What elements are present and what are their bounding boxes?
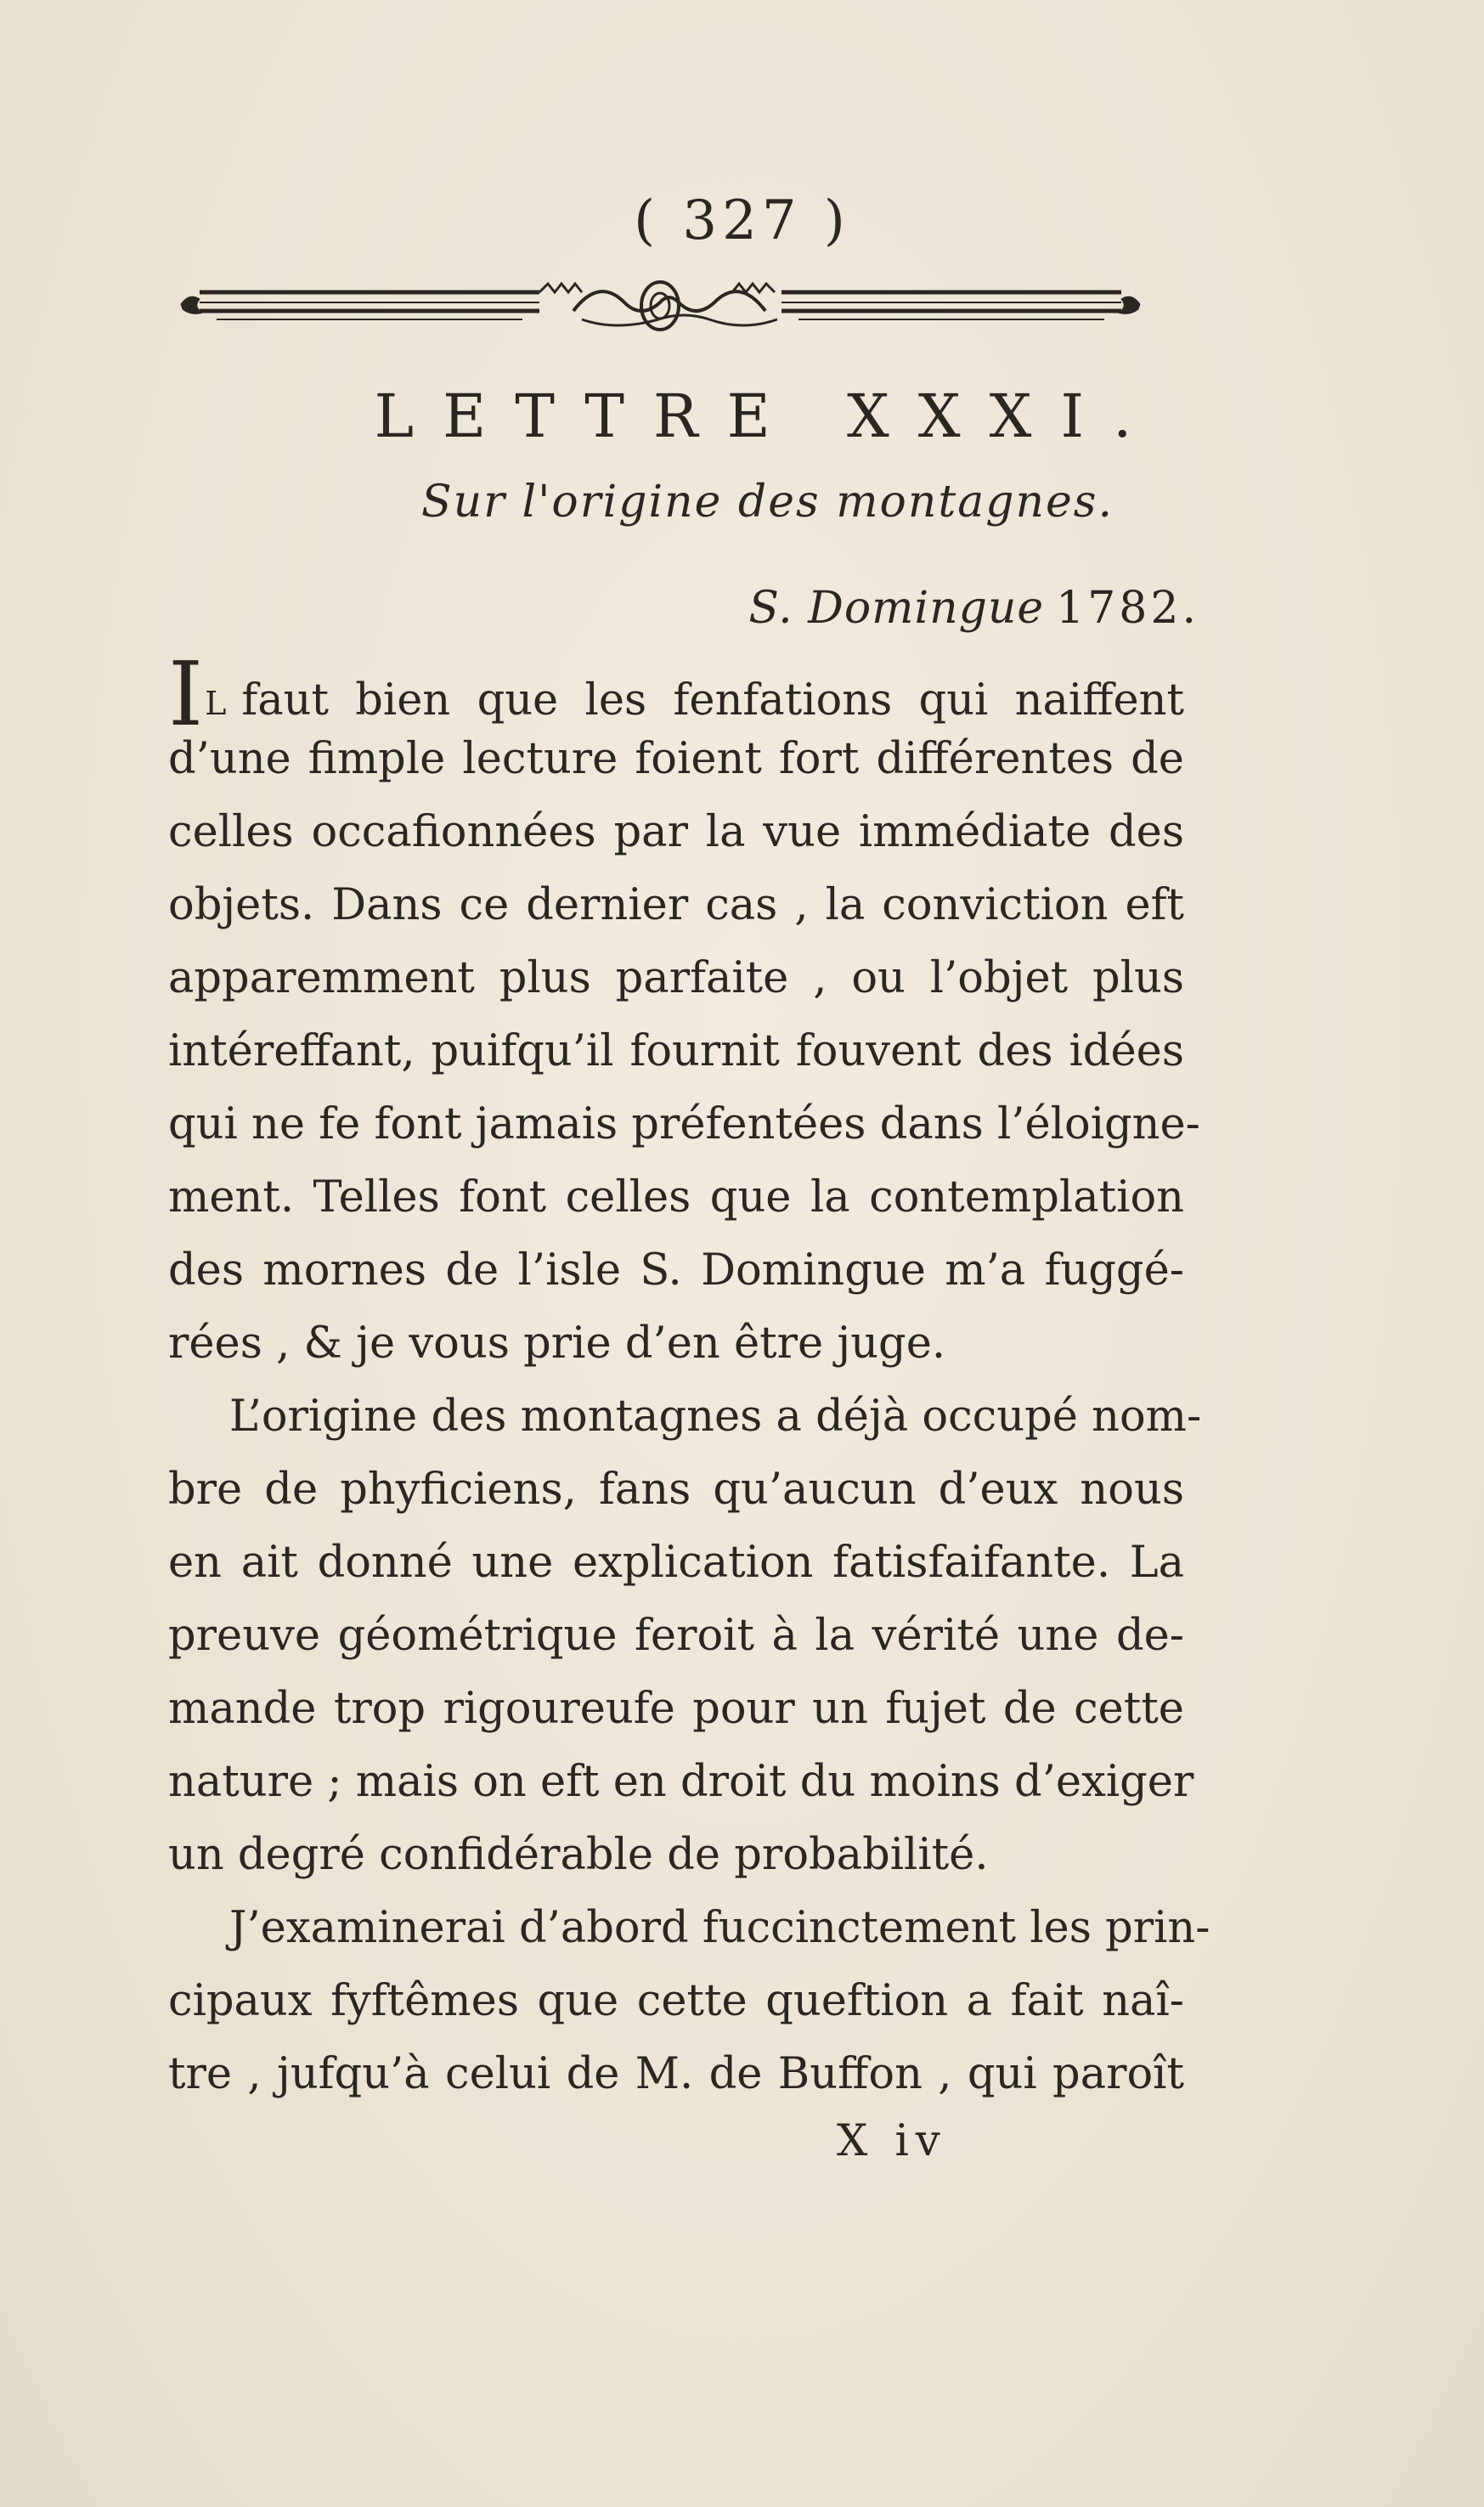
letter-body: [168, 642, 1210, 2111]
place-text: S. Domingue: [748, 583, 1045, 634]
text-line: d’une fimple lecture foient fort différentes de: [168, 734, 1184, 784]
year-text: 1782.: [1056, 583, 1199, 634]
text-line: rées , & je vous prie d’en être juge.: [168, 1318, 946, 1369]
text-line: nature ; mais on eft en droit du moins d’exiger: [168, 1757, 1194, 1807]
text-line: mande trop rigoureufe pour un fujet de cette: [168, 1684, 1184, 1734]
text-line: preuve géométrique feroit à la vérité une de-: [168, 1611, 1184, 1661]
text-line: apparemment plus parfaite , ou l’objet plus: [168, 953, 1184, 1003]
text-line-content: faut bien que les fenfations qui naiffent: [241, 675, 1184, 726]
text-line: ment. Telles font celles que la contemplation: [168, 1172, 1184, 1222]
text-line: un degré confidérable de probabilité.: [168, 1830, 989, 1880]
text-line: J’examinerai d’abord fuccinctement les prin-: [229, 1903, 1210, 1953]
text-line: celles occafionnées par la vue immédiate des: [168, 807, 1184, 857]
page-number: ( 327 ): [634, 189, 850, 252]
letter-subtitle: Sur l'origine des montagnes.: [421, 477, 1114, 528]
text-line: qui ne fe font jamais préfentées dans l’éloigne-: [168, 1099, 1200, 1149]
text-line: objets. Dans ce dernier cas , la conviction eft: [168, 880, 1184, 930]
text-line: des mornes de l’isle S. Domingue m’a fuggé-: [168, 1245, 1184, 1296]
text-line: [168, 642, 1184, 746]
text-line: cipaux fyftêmes que cette queftion a fait naî-: [168, 1976, 1184, 2026]
text-line: bre de phyficiens, fans qu’aucun d’eux nous: [168, 1465, 1184, 1515]
text-line: tre , jufqu’à celui de M. de Buffon , qui paroît: [168, 2049, 1184, 2099]
drop-capital: I: [168, 642, 204, 746]
text-line: intéreffant, puifqu’il fournit fouvent des idées: [168, 1026, 1184, 1076]
text-line: en ait donné une explication fatisfaifante. La: [168, 1538, 1184, 1588]
catchword-signature: X iv: [837, 2116, 947, 2166]
text-line: L’origine des montagnes a déjà occupé nom-: [229, 1392, 1202, 1442]
ornamental-rule-icon: [166, 270, 1155, 338]
place-date-line: [748, 583, 1199, 634]
letter-heading: LETTRE XXXI.: [374, 381, 1161, 451]
small-capital: L: [205, 685, 227, 722]
